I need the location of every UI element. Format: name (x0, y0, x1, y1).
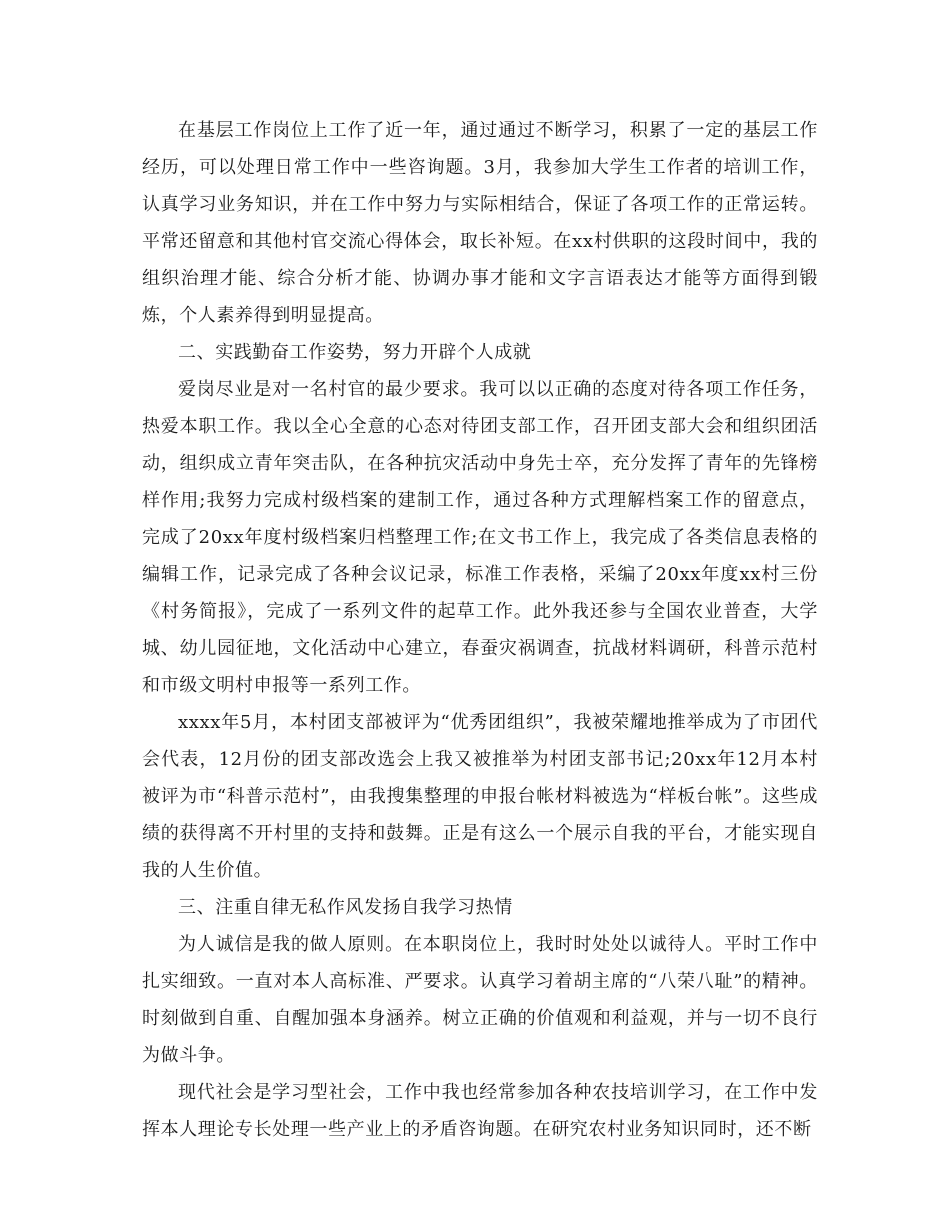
paragraph-work-experience: 在基层工作岗位上工作了近一年，通过通过不断学习，积累了一定的基层工作经历，可以处理日常工作中一些咨询题。3月，我参加大学生工作者的培训工作，认真学习业务知识，并在工作中努力与实际相结合，保证了各项工作的正常运转。平常还留意和其他村官交流心得体会，取长补短。在xx村供职的这段时间中，我的组织治理才能、综合分析才能、协调办事才能和文字言语表达才能等方面得到锻炼，个人素养得到明显提高。 (142, 120, 818, 326)
section-heading-two: 二、实践勤奋工作姿势，努力开辟个人成就 (178, 342, 532, 363)
paragraph-learning: 现代社会是学习型社会，工作中我也经常参加各种农技培训学习，在工作中发挥本人理论专长处理一些产业上的矛盾咨询题。在研究农村业务知识同时，还不断 (142, 1082, 818, 1140)
paragraph-dedication: 爱岗尽业是对一名村官的最少要求。我可以以正确的态度对待各项工作任务，热爱本职工作。我以全心全意的心态对待团支部工作，召开团支部大会和组织团活动，组织成立青年突击队，在各种抗灾活动中身先士卒，充分发挥了青年的先锋榜样作用;我努力完成村级档案的建制工作，通过各种方式理解档案工作的留意点，完成了20xx年度村级档案归档整理工作;在文书工作上，我完成了各类信息表格的编辑工作，记录完成了各种会议记录，标准工作表格，采编了20xx年度xx村三份《村务简报》，完成了一系列文件的起草工作。此外我还参与全国农业普查，大学城、幼儿园征地，文化活动中心建立，春蚕灾祸调查，抗战材料调研，科普示范村和市级文明村申报等一系列工作。 (142, 379, 818, 696)
paragraph-achievements: xxxx年5月，本村团支部被评为“优秀团组织”，我被荣耀地推举成为了市团代会代表，12月份的团支部改选会上我又被推举为村团支部书记;20xx年12月本村被评为市“科普示范村”，由我搜集整理的申报台帐材料被选为“样板台帐”。这些成绩的获得离不开村里的支持和鼓舞。正是有这么一个展示自我的平台，才能实现自我的人生价值。 (142, 712, 818, 881)
paragraph-integrity: 为人诚信是我的做人原则。在本职岗位上，我时时处处以诚待人。平时工作中扎实细致。一直对本人高标准、严要求。认真学习着胡主席的“八荣八耻”的精神。时刻做到自重、自醒加强本身涵养。树立正确的价值观和利益观，并与一切不良行为做斗争。 (142, 934, 818, 1066)
section-heading-three: 三、注重自律无私作风发扬自我学习热情 (178, 897, 513, 918)
document-body (142, 112, 818, 1148)
